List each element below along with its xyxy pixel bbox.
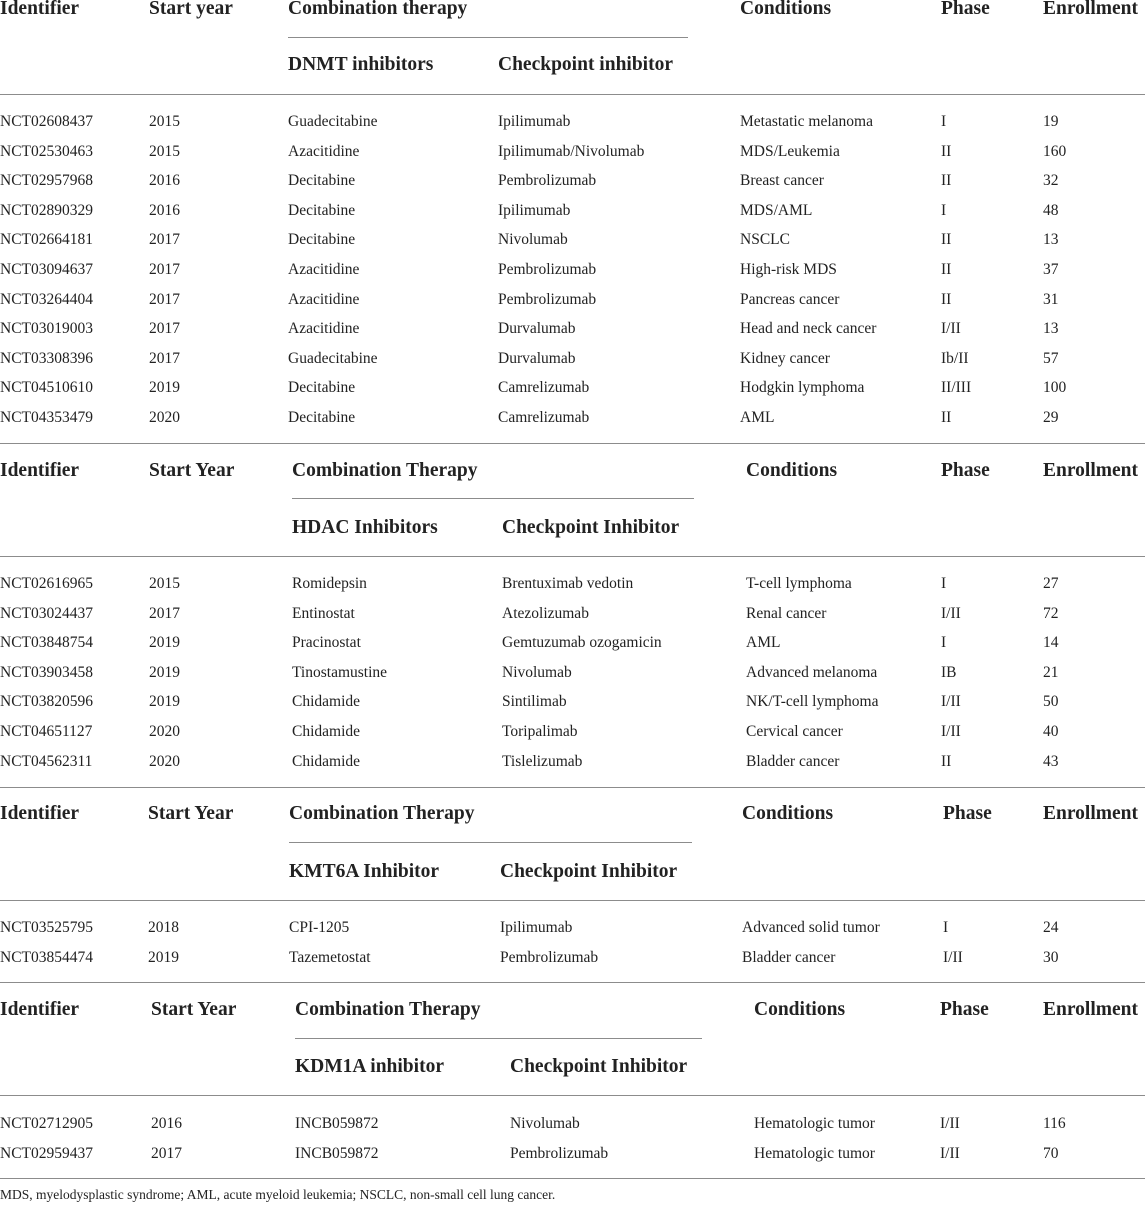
cell-phase: I xyxy=(941,575,947,592)
header-phase: Phase xyxy=(941,460,990,481)
header-start-year: Start Year xyxy=(151,999,237,1020)
subheader-checkpoint-class: Checkpoint Inhibitor xyxy=(510,1056,688,1077)
cell-epigenetic-drug: Chidamide xyxy=(292,723,361,740)
cell-condition: Head and neck cancer xyxy=(740,320,877,338)
subheader-checkpoint-class: Checkpoint inhibitor xyxy=(498,54,673,75)
table-row xyxy=(0,172,1145,192)
table-row xyxy=(0,1145,1145,1165)
cell-start-year: 2017 xyxy=(149,261,180,278)
cell-epigenetic-drug: Decitabine xyxy=(288,379,356,397)
table-row xyxy=(0,320,1145,340)
cell-epigenetic-drug: Decitabine xyxy=(288,172,356,190)
table-row xyxy=(0,113,1145,133)
cell-epigenetic-drug: Tinostamustine xyxy=(292,663,388,681)
table-row xyxy=(0,350,1145,370)
cell-start-year: 2019 xyxy=(149,379,180,397)
table-row xyxy=(0,723,1145,743)
cell-epigenetic-drug: Azacitidine xyxy=(288,320,360,338)
cell-checkpoint-drug: Tislelizumab xyxy=(502,752,583,770)
cell-condition: Metastatic melanoma xyxy=(740,113,873,130)
cell-condition: Kidney cancer xyxy=(740,349,830,367)
table-bottom-rule xyxy=(0,1178,1145,1179)
table-row xyxy=(0,693,1145,713)
table-row xyxy=(0,575,1145,595)
cell-enrollment: 27 xyxy=(1043,575,1059,592)
cell-start-year: 2016 xyxy=(151,1115,182,1132)
cell-checkpoint-drug: Toripalimab xyxy=(502,723,578,740)
cell-condition: Renal cancer xyxy=(746,604,827,622)
cell-enrollment: 48 xyxy=(1043,201,1059,219)
section-divider xyxy=(0,982,1145,983)
cell-checkpoint-drug: Pembrolizumab xyxy=(498,261,597,278)
subheader-epigenetic-class: KDM1A inhibitor xyxy=(295,1056,444,1077)
cell-checkpoint-drug: Pembrolizumab xyxy=(500,948,599,966)
cell-checkpoint-drug: Pembrolizumab xyxy=(510,1144,609,1162)
subheader-epigenetic-class: DNMT inhibitors xyxy=(288,54,434,75)
cell-phase: II xyxy=(941,261,952,278)
cell-condition: AML xyxy=(740,409,775,426)
cell-identifier: NCT03525795 xyxy=(0,919,93,936)
cell-epigenetic-drug: INCB059872 xyxy=(295,1115,379,1132)
cell-checkpoint-drug: Atezolizumab xyxy=(502,604,589,622)
cell-identifier: NCT03019003 xyxy=(0,320,93,338)
header-enrollment: Enrollment xyxy=(1043,0,1138,19)
cell-identifier: NCT03903458 xyxy=(0,663,93,681)
header-enrollment: Enrollment xyxy=(1043,999,1138,1020)
table-footnote: MDS, myelodysplastic syndrome; AML, acute myeloid leukemia; NSCLC, non-small cell lung cancer. xyxy=(0,1187,556,1202)
cell-epigenetic-drug: Tazemetostat xyxy=(289,948,371,966)
cell-start-year: 2020 xyxy=(149,723,180,740)
cell-epigenetic-drug: Decitabine xyxy=(288,409,356,426)
cell-checkpoint-drug: Nivolumab xyxy=(502,663,572,681)
cell-checkpoint-drug: Durvalumab xyxy=(498,320,576,338)
cell-phase: I/II xyxy=(941,723,961,740)
combination-subrule xyxy=(292,498,694,499)
cell-start-year: 2019 xyxy=(149,634,180,652)
cell-epigenetic-drug: CPI-1205 xyxy=(289,919,350,936)
cell-checkpoint-drug: Pembrolizumab xyxy=(498,172,597,190)
header-enrollment: Enrollment xyxy=(1043,803,1138,824)
cell-phase: II xyxy=(941,172,952,190)
cell-phase: IB xyxy=(941,663,957,681)
header-conditions: Conditions xyxy=(740,0,832,19)
header-bottom-rule xyxy=(0,900,1145,901)
cell-epigenetic-drug: Azacitidine xyxy=(288,290,360,308)
header-combination-therapy: Combination therapy xyxy=(288,0,468,19)
header-combination-therapy: Combination Therapy xyxy=(289,803,475,824)
header-identifier: Identifier xyxy=(0,460,80,481)
cell-start-year: 2019 xyxy=(149,663,180,681)
cell-enrollment: 57 xyxy=(1043,349,1059,367)
cell-enrollment: 19 xyxy=(1043,113,1059,130)
cell-enrollment: 14 xyxy=(1043,634,1059,652)
cell-phase: II xyxy=(941,409,952,426)
cell-epigenetic-drug: Entinostat xyxy=(292,604,355,622)
cell-condition: Hodgkin lymphoma xyxy=(740,379,865,397)
header-identifier: Identifier xyxy=(0,0,80,19)
cell-checkpoint-drug: Nivolumab xyxy=(510,1115,580,1132)
cell-checkpoint-drug: Camrelizumab xyxy=(498,409,590,426)
table-row xyxy=(0,291,1145,311)
cell-condition: Breast cancer xyxy=(740,172,824,190)
cell-identifier: NCT02664181 xyxy=(0,231,93,249)
header-identifier: Identifier xyxy=(0,999,80,1020)
cell-epigenetic-drug: Azacitidine xyxy=(288,261,360,278)
cell-condition: NSCLC xyxy=(740,231,790,249)
cell-phase: II/III xyxy=(941,379,972,397)
cell-checkpoint-drug: Ipilimumab xyxy=(498,113,571,130)
table-row xyxy=(0,143,1145,163)
cell-checkpoint-drug: Gemtuzumab ozogamicin xyxy=(502,634,662,652)
subheader-checkpoint-class: Checkpoint Inhibitor xyxy=(500,861,678,882)
header-identifier: Identifier xyxy=(0,803,80,824)
header-phase: Phase xyxy=(941,0,990,19)
cell-phase: I/II xyxy=(943,948,963,966)
header-conditions: Conditions xyxy=(742,803,834,824)
cell-checkpoint-drug: Sintilimab xyxy=(502,693,567,711)
cell-checkpoint-drug: Pembrolizumab xyxy=(498,290,597,308)
cell-phase: I xyxy=(941,113,947,130)
table-row xyxy=(0,919,1145,939)
cell-enrollment: 100 xyxy=(1043,379,1067,397)
cell-enrollment: 30 xyxy=(1043,948,1059,966)
cell-phase: I xyxy=(941,201,947,219)
table-row xyxy=(0,379,1145,399)
cell-checkpoint-drug: Ipilimumab/Nivolumab xyxy=(498,142,645,160)
cell-condition: MDS/Leukemia xyxy=(740,142,840,160)
cell-condition: Bladder cancer xyxy=(742,948,836,966)
cell-phase: Ib/II xyxy=(941,349,969,367)
cell-condition: Pancreas cancer xyxy=(740,290,840,308)
cell-condition: Advanced solid tumor xyxy=(742,919,880,936)
cell-enrollment: 50 xyxy=(1043,693,1059,711)
table-section xyxy=(0,982,1145,1162)
combination-subrule xyxy=(288,37,688,38)
cell-start-year: 2019 xyxy=(149,693,180,711)
cell-identifier: NCT02712905 xyxy=(0,1115,93,1132)
combination-subrule xyxy=(295,1038,702,1039)
cell-start-year: 2016 xyxy=(149,201,180,219)
cell-start-year: 2017 xyxy=(151,1144,182,1162)
cell-condition: Cervical cancer xyxy=(746,723,843,740)
header-phase: Phase xyxy=(940,999,989,1020)
cell-identifier: NCT02608437 xyxy=(0,113,93,130)
table-section xyxy=(0,443,1145,770)
cell-condition: T-cell lymphoma xyxy=(746,575,852,592)
cell-checkpoint-drug: Brentuximab vedotin xyxy=(502,575,634,592)
cell-enrollment: 160 xyxy=(1043,142,1067,160)
cell-start-year: 2017 xyxy=(149,290,180,308)
table-section xyxy=(0,0,1145,426)
header-enrollment: Enrollment xyxy=(1043,460,1138,481)
section-divider xyxy=(0,787,1145,788)
cell-epigenetic-drug: Pracinostat xyxy=(292,634,361,652)
cell-start-year: 2018 xyxy=(148,919,179,936)
cell-enrollment: 31 xyxy=(1043,290,1059,308)
cell-enrollment: 13 xyxy=(1043,231,1059,249)
cell-enrollment: 29 xyxy=(1043,409,1059,426)
cell-condition: Advanced melanoma xyxy=(746,663,878,681)
cell-checkpoint-drug: Ipilimumab xyxy=(500,919,573,936)
cell-identifier: NCT02959437 xyxy=(0,1144,93,1162)
cell-enrollment: 24 xyxy=(1043,919,1059,936)
header-start-year: Start year xyxy=(149,0,233,19)
header-bottom-rule xyxy=(0,1095,1145,1096)
cell-epigenetic-drug: Decitabine xyxy=(288,201,356,219)
cell-condition: Hematologic tumor xyxy=(754,1115,875,1132)
cell-start-year: 2020 xyxy=(149,752,180,770)
header-bottom-rule xyxy=(0,556,1145,557)
table-section xyxy=(0,787,1145,966)
cell-enrollment: 70 xyxy=(1043,1144,1059,1162)
subheader-epigenetic-class: KMT6A Inhibitor xyxy=(289,861,440,882)
cell-phase: II xyxy=(941,752,952,770)
cell-enrollment: 32 xyxy=(1043,172,1059,190)
cell-epigenetic-drug: Chidamide xyxy=(292,752,361,770)
cell-start-year: 2015 xyxy=(149,575,180,592)
cell-phase: II xyxy=(941,290,952,308)
cell-epigenetic-drug: Chidamide xyxy=(292,693,361,711)
combination-subrule xyxy=(289,842,692,843)
table-row xyxy=(0,664,1145,684)
table-row xyxy=(0,1115,1145,1135)
header-conditions: Conditions xyxy=(754,999,846,1020)
section-divider xyxy=(0,443,1145,444)
cell-phase: I/II xyxy=(940,1115,960,1132)
cell-identifier: NCT04651127 xyxy=(0,723,93,740)
cell-condition: High-risk MDS xyxy=(740,261,837,278)
cell-start-year: 2017 xyxy=(149,231,180,249)
cell-start-year: 2020 xyxy=(149,409,180,426)
cell-start-year: 2015 xyxy=(149,113,180,130)
table-row xyxy=(0,949,1145,969)
cell-phase: I xyxy=(941,634,947,652)
header-conditions: Conditions xyxy=(746,460,838,481)
cell-start-year: 2016 xyxy=(149,172,180,190)
cell-condition: Hematologic tumor xyxy=(754,1144,875,1162)
cell-start-year: 2015 xyxy=(149,142,180,160)
cell-identifier: NCT03848754 xyxy=(0,634,93,652)
cell-identifier: NCT03308396 xyxy=(0,349,93,367)
cell-enrollment: 72 xyxy=(1043,604,1059,622)
cell-epigenetic-drug: Guadecitabine xyxy=(288,349,378,367)
cell-identifier: NCT04562311 xyxy=(0,752,93,770)
subheader-epigenetic-class: HDAC Inhibitors xyxy=(292,517,438,538)
cell-start-year: 2019 xyxy=(148,948,179,966)
cell-identifier: NCT02957968 xyxy=(0,172,93,190)
header-phase: Phase xyxy=(943,803,992,824)
cell-epigenetic-drug: Decitabine xyxy=(288,231,356,249)
header-combination-therapy: Combination Therapy xyxy=(295,999,481,1020)
cell-phase: I/II xyxy=(941,320,961,338)
cell-epigenetic-drug: Guadecitabine xyxy=(288,113,378,130)
subheader-checkpoint-class: Checkpoint Inhibitor xyxy=(502,517,680,538)
cell-checkpoint-drug: Durvalumab xyxy=(498,349,576,367)
cell-enrollment: 21 xyxy=(1043,663,1059,681)
header-bottom-rule xyxy=(0,94,1145,95)
cell-condition: AML xyxy=(746,634,781,652)
table-row xyxy=(0,409,1145,429)
cell-phase: I/II xyxy=(940,1144,960,1162)
cell-phase: II xyxy=(941,231,952,249)
table-row xyxy=(0,753,1145,773)
header-combination-therapy: Combination Therapy xyxy=(292,460,478,481)
cell-checkpoint-drug: Camrelizumab xyxy=(498,379,590,397)
cell-identifier: NCT02530463 xyxy=(0,142,93,160)
cell-start-year: 2017 xyxy=(149,604,180,622)
cell-identifier: NCT03854474 xyxy=(0,948,93,966)
cell-enrollment: 13 xyxy=(1043,320,1059,338)
header-start-year: Start Year xyxy=(149,460,235,481)
cell-condition: Bladder cancer xyxy=(746,752,840,770)
cell-phase: I/II xyxy=(941,604,961,622)
cell-phase: I/II xyxy=(941,693,961,711)
table-row xyxy=(0,634,1145,654)
cell-identifier: NCT03820596 xyxy=(0,693,93,711)
cell-identifier: NCT03094637 xyxy=(0,261,93,278)
cell-checkpoint-drug: Ipilimumab xyxy=(498,201,571,219)
cell-condition: NK/T-cell lymphoma xyxy=(746,693,879,711)
cell-enrollment: 116 xyxy=(1043,1115,1066,1132)
cell-enrollment: 40 xyxy=(1043,723,1059,740)
table-row xyxy=(0,261,1145,281)
cell-epigenetic-drug: INCB059872 xyxy=(295,1144,379,1162)
cell-epigenetic-drug: Azacitidine xyxy=(288,142,360,160)
cell-identifier: NCT02616965 xyxy=(0,575,93,592)
cell-identifier: NCT02890329 xyxy=(0,201,93,219)
table-row xyxy=(0,231,1145,251)
cell-identifier: NCT04353479 xyxy=(0,409,93,426)
cell-identifier: NCT03264404 xyxy=(0,290,93,308)
cell-start-year: 2017 xyxy=(149,320,180,338)
cell-condition: MDS/AML xyxy=(740,201,813,219)
cell-epigenetic-drug: Romidepsin xyxy=(292,575,367,592)
cell-checkpoint-drug: Nivolumab xyxy=(498,231,568,249)
table-row xyxy=(0,605,1145,625)
header-start-year: Start Year xyxy=(148,803,234,824)
cell-identifier: NCT03024437 xyxy=(0,604,93,622)
cell-phase: I xyxy=(943,919,949,936)
table-row xyxy=(0,202,1145,222)
cell-enrollment: 37 xyxy=(1043,261,1059,278)
cell-enrollment: 43 xyxy=(1043,752,1059,770)
cell-identifier: NCT04510610 xyxy=(0,379,93,397)
cell-phase: II xyxy=(941,142,952,160)
cell-start-year: 2017 xyxy=(149,349,180,367)
